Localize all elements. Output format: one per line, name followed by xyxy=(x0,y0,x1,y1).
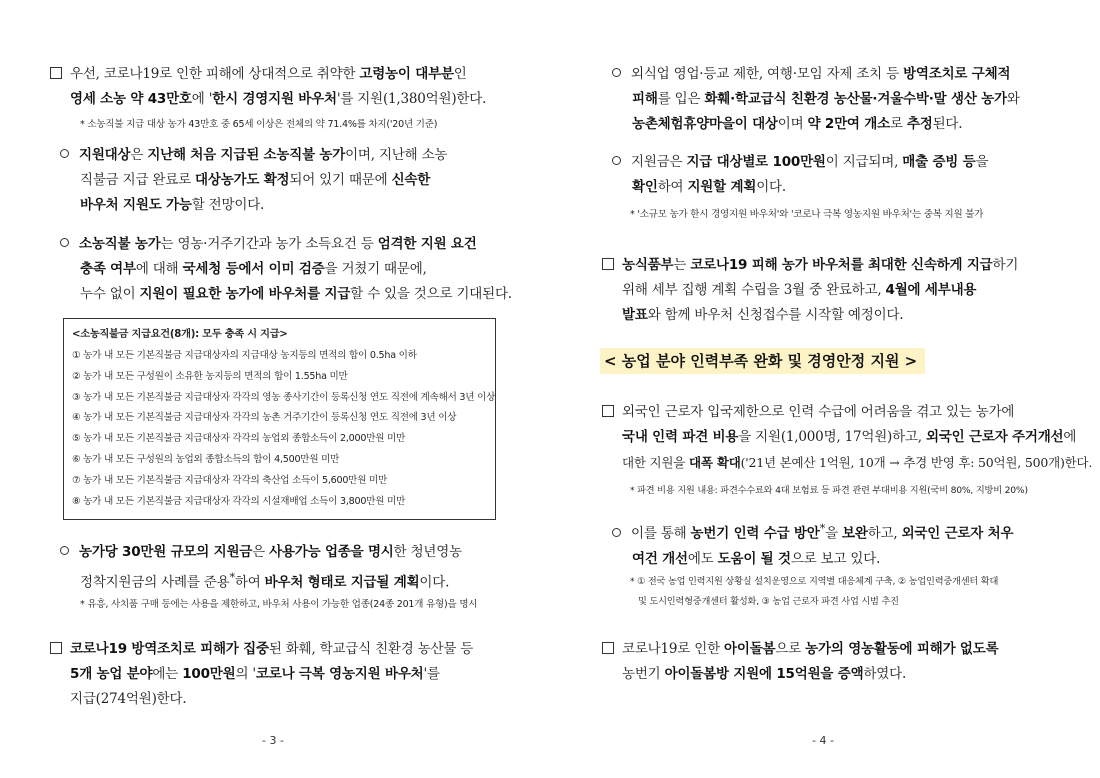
paragraph-expected-effect: 이를 통해 농번기 인력 수급 방안*을 보완하고, 외국인 근로자 처우 여건 개선에도 도움이 될 것으로 보고 있다. xyxy=(612,516,1013,572)
paragraph-small-farmer-eligibility: 소농직불 농가는 영농·거주기간과 농가 소득요건 등 엄격한 지원 요건 충족 여부에 대해 국세청 등에서 이미 검증을 거쳤기 때문에, 누수 없이 지원이 필요한 농가에 바우처를 지급할 수 있을 것으로 기대된다. xyxy=(60,232,512,307)
page-right xyxy=(550,0,1100,778)
box-title: <소농직불금 지급요건(8개): 모두 충족 시 지급> xyxy=(72,329,288,340)
circle-bullet-icon xyxy=(612,156,621,165)
footnote-elderly-ratio: * 소농직불 지급 대상 농가 43만호 중 65세 이상은 전체의 약 71.4%를 차지('20년 기준) xyxy=(80,119,438,130)
footnote-no-duplicate: * '소규모 농가 한시 경영지원 바우처'와 '코로나 극복 영농지원 바우처'는 중복 지원 불가 xyxy=(630,209,984,220)
list-item: ② 농가 내 모든 구성원이 소유한 농지등의 면적의 합이 1.55ha 미만 xyxy=(72,370,348,382)
list-item: ⑥ 농가 내 모든 구성원의 농업외 종합소득의 합이 4,500만원 미만 xyxy=(72,453,340,465)
footnote-dispatch-cost: * 파견 비용 지원 내용: 파견수수료와 4대 보험료 등 파견 관련 부대비용 지원(국비 80%, 지방비 20%) xyxy=(630,485,1028,496)
page-number: - 3 - xyxy=(262,734,284,747)
paragraph-ministry-plan: 농식품부는 코로나19 피해 농가 바우처를 최대한 신속하게 지급하기 위해 세부 집행 계획 수립을 3월 중 완료하고, 4월에 세부내용 발표와 함께 바우처 신청접수를 시작할 예정이다. xyxy=(602,253,1018,328)
paragraph-support-amount: 지원금은 지급 대상별로 100만원이 지급되며, 매출 증빙 등을 확인하여 지원할 계획이다. xyxy=(612,150,988,200)
eligibility-requirements-box xyxy=(63,318,496,520)
paragraph-covid-affected-sectors: 코로나19 방역조치로 피해가 집중된 화훼, 학교급식 친환경 농산물 등 5개 농업 분야에는 100만원의 '코로나 극복 영농지원 바우처'를 지급(274억원)한다. xyxy=(50,637,473,712)
list-item: ① 농가 내 모든 기본직불금 지급대상자의 지급대상 농지등의 면적의 합이 0.5ha 이하 xyxy=(72,350,417,361)
paragraph-childcare-support: 코로나19로 인한 아이돌봄으로 농가의 영농활동에 피해가 없도록 농번기 아이돌봄방 지원에 15억원을 증액하였다. xyxy=(602,637,998,687)
list-item: ⑤ 농가 내 모든 기본직불금 지급대상자 각각의 농업외 종합소득이 2,000만원 미만 xyxy=(72,433,406,445)
square-bullet-icon xyxy=(50,67,62,79)
list-item: ④ 농가 내 모든 기본직불금 지급대상자 각각의 농촌 거주기간이 등록신청 연도 직전에 3년 이상 xyxy=(72,412,457,424)
list-item: ⑧ 농가 내 모든 기본직불금 지급대상자 각각의 시설재배업 소득이 3,800만원 미만 xyxy=(72,495,406,507)
paragraph-support-target: 지원대상은 지난해 처음 지급된 소농직불 농가이며, 지난해 소농 직불금 지급 완료로 대상농가도 확정되어 있기 때문에 신속한 바우처 지원도 가능할 전망이다. xyxy=(60,143,447,218)
footnote-usage-restriction: * 유흥, 사치품 구매 등에는 사용을 제한하고, 바우처 사용이 가능한 업종(24종 201개 유형)을 명시 xyxy=(80,599,478,610)
circle-bullet-icon xyxy=(60,546,69,555)
square-bullet-icon xyxy=(50,642,62,654)
footnote-labor-measures-1: * ① 전국 농업 인력지원 상황실 설치운영으로 지역별 대응체계 구축, ② 농업인력중개센터 확대 xyxy=(630,576,999,587)
page-number: - 4 - xyxy=(812,734,834,747)
paragraph-target-sectors: 외식업 영업·등교 제한, 여행·모임 자제 조치 등 방역조치로 구체적 피해를 입은 화훼·학교급식 친환경 농산물·겨울수박·말 생산 농가와 농촌체험휴양마을이 대상이며 약 2만여 개소로 추정된다. xyxy=(612,62,1020,137)
square-bullet-icon xyxy=(602,258,614,270)
list-item: ⑦ 농가 내 모든 기본직불금 지급대상자 각각의 축산업 소득이 5,600만원 미만 xyxy=(72,474,388,486)
paragraph-elderly-farmers-voucher: 우선, 코로나19로 인한 피해에 상대적으로 취약한 고령농이 대부분인 영세 소농 약 43만호에 '한시 경영지원 바우처'를 지원(1,380억원)한다. xyxy=(50,62,486,112)
list-item: ③ 농가 내 모든 기본직불금 지급대상자 각각의 영농 종사기간이 등록신청 연도 직전에 계속해서 3년 이상 xyxy=(72,391,496,403)
circle-bullet-icon xyxy=(612,68,621,77)
paragraph-foreign-workers: 외국인 근로자 입국제한으로 인력 수급에 어려움을 겪고 있는 농가에 국내 인력 파견 비용을 지원(1,000명, 17억원)하고, 외국인 근로자 주거개선에 대한 지원을 대폭 확대('21년 본예산 1억원, 10개 → 추경 반영 후: 50억원, 500개)한다. xyxy=(602,400,1092,475)
paragraph-300k-support: 농가당 30만원 규모의 지원금은 사용가능 업종을 명시한 청년영농 정착지원금의 사례를 준용*하여 바우처 형태로 지급될 계획이다. xyxy=(60,540,462,596)
section-title-labor-shortage: < 농업 분야 인력부족 완화 및 경영안정 지원 > xyxy=(600,348,925,374)
circle-bullet-icon xyxy=(60,149,69,158)
footnote-labor-measures-2: 및 도시인력형중개센터 활성화, ③ 농업 근로자 파견 사업 시범 추진 xyxy=(638,596,899,607)
circle-bullet-icon xyxy=(60,238,69,247)
